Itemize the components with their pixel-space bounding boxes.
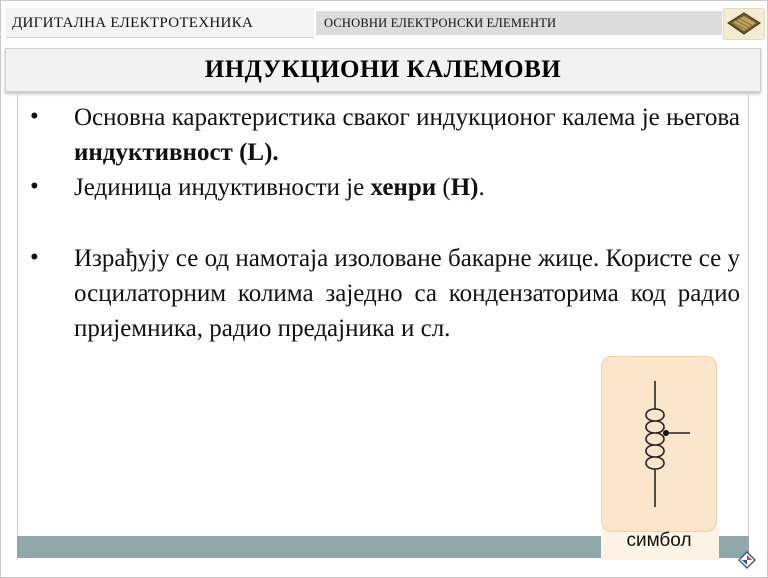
- navigation-diamond-icon[interactable]: [738, 551, 756, 569]
- slide-title: ИНДУКЦИОНИ КАЛЕМОВИ: [5, 48, 761, 92]
- bullet-marker: •: [30, 103, 39, 130]
- bullet-construction: Израђују се од намотаја изоловане бакарне жице. Користе се у осцилаторним колима заједно са кондензаторима код радио пријемника, радио предајника и сл.: [74, 245, 740, 342]
- bullet-marker: •: [30, 173, 39, 200]
- bullet-bold-text: индуктивност (L).: [74, 139, 279, 166]
- section-label: ОСНОВНИ ЕЛЕКТРОНСКИ ЕЛЕМЕНТИ: [316, 11, 722, 35]
- bullet-text: .: [478, 174, 485, 201]
- chip-icon: [723, 8, 765, 40]
- inductor-symbol-icon: [601, 356, 717, 532]
- bullet-bold-text: H): [450, 174, 479, 201]
- bullet-text: Основна карактеристика сваког индукционог калема је његова: [74, 104, 740, 131]
- course-label: ДИГИТАЛНА ЕЛЕКТРОТЕХНИКА: [6, 8, 314, 38]
- bullet-text: (: [436, 174, 451, 201]
- bullet-marker: •: [30, 244, 39, 271]
- bullet-bold-text: хенри: [370, 174, 437, 201]
- symbol-caption: симбол: [626, 530, 692, 551]
- bullet-unit: [74, 170, 740, 205]
- bullet-inductance: [74, 100, 740, 170]
- bullet-text: Јединица индуктивности је: [74, 174, 371, 201]
